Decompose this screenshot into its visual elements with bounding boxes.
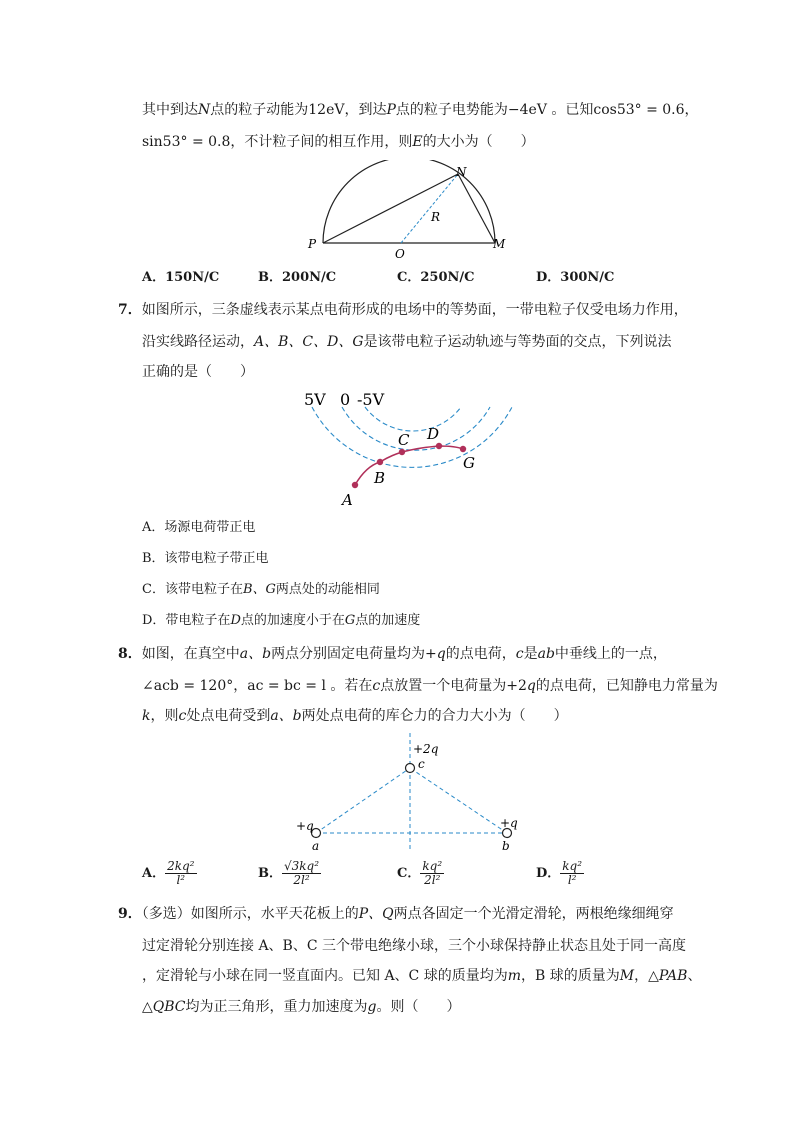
label-M: M [493, 237, 506, 251]
q7-option-a[interactable]: A．场源电荷带正电 [142, 520, 256, 535]
q9-stem-line-4: △QBC均为正三角形，重力加速度为g。则（ ） [142, 999, 461, 1015]
q8-stem-line-3: k，则c处点电荷受到a、b两处点电荷的库仑力的合力大小为（ ） [142, 708, 568, 724]
label-P: P [308, 237, 317, 251]
q8-stem-line-1: 8．如图，在真空中a、b两点分别固定电荷量均为+q的点电荷，c是ab中垂线上的一点， [118, 646, 667, 662]
label-O: O [395, 247, 405, 260]
label-N: N [456, 165, 467, 179]
q7-number: 7． [118, 302, 142, 318]
point-c-label: c [418, 757, 425, 771]
q8-number: 8． [118, 646, 142, 662]
q9-stem-line-3: ，定滑轮与小球在同一竖直面内。已知 A、C 球的质量均为m，B 球的质量为M，△PAB、 [142, 968, 702, 984]
point-a-label: a [312, 839, 320, 853]
q6-stem-line-1: 其中到达N点的粒子动能为12eV，到达P点的粒子电势能为−4eV 。已知cos53° = 0.6， [142, 102, 699, 118]
q7-option-b[interactable]: B．该带电粒子带正电 [142, 551, 269, 566]
q7-stem-line-2: 沿实线路径运动，A、B、C、D、G是该带电粒子运动轨迹与等势面的交点，下列说法 [142, 334, 672, 350]
q6-option-c[interactable]: C．250N/C [397, 270, 475, 285]
label-R: R [431, 210, 441, 224]
q7-stem-line-3: 正确的是（ ） [142, 364, 254, 380]
q6-semicircle-figure [300, 160, 530, 260]
q9-number: 9． [118, 906, 142, 922]
q8-option-a[interactable]: A． $\frac{\text{2kq²}}{\text{l²}}$ [142, 859, 195, 887]
q8-option-b[interactable]: B． $\frac{\text{√3kq²}}{\text{2l²}}$ [258, 859, 320, 887]
q8-option-d[interactable]: D． $\frac{\text{kq²}}{\text{l²}}$ [536, 859, 583, 887]
point-A: A [342, 491, 353, 509]
q8-charges-figure [290, 730, 530, 855]
potential-label-5v: 5V [304, 390, 326, 409]
q6-option-a[interactable]: A．150N/C [142, 270, 220, 285]
q6-option-d[interactable]: D．300N/C [536, 270, 615, 285]
q8-option-c[interactable]: C． $\frac{\text{kq²}}{\text{2l²}}$ [397, 859, 443, 887]
point-C: C [398, 431, 410, 449]
charge-c-label: +2q [413, 742, 439, 756]
q7-equipotential-figure [300, 385, 520, 510]
potential-label-neg5v: -5V [357, 390, 385, 409]
charge-a-label: +q [296, 819, 314, 833]
charge-b-label: +q [500, 816, 518, 830]
potential-label-0: 0 [340, 390, 351, 409]
q7-option-d[interactable]: D．带电粒子在D点的加速度小于在G点的加速度 [142, 613, 421, 628]
point-B: B [374, 469, 386, 487]
point-D: D [427, 425, 440, 443]
q9-stem-line-1: 9．（多选）如图所示，水平天花板上的P、Q两点各固定一个光滑定滑轮，两根绝缘细绳穿 [118, 906, 674, 922]
q7-option-c[interactable]: C．该带电粒子在B、G两点处的动能相同 [142, 582, 380, 597]
q7-stem-line-1: 7．如图所示，三条虚线表示某点电荷形成的电场中的等势面，一带电粒子仅受电场力作用， [118, 302, 688, 318]
q6-option-b[interactable]: B．200N/C [258, 270, 337, 285]
q9-stem-line-2: 过定滑轮分别连接 A、B、C 三个带电绝缘小球，三个小球保持静止状态且处于同一高度 [142, 938, 687, 954]
point-G: G [463, 454, 475, 472]
q6-stem-line-2: sin53° = 0.8，不计粒子间的相互作用，则E的大小为（ ） [142, 134, 535, 150]
q8-stem-line-2: ∠acb = 120°，ac = bc = l 。若在c点放置一个电荷量为+2q的点电荷，已知静电力常量为 [142, 678, 718, 694]
point-b-label: b [502, 839, 510, 853]
